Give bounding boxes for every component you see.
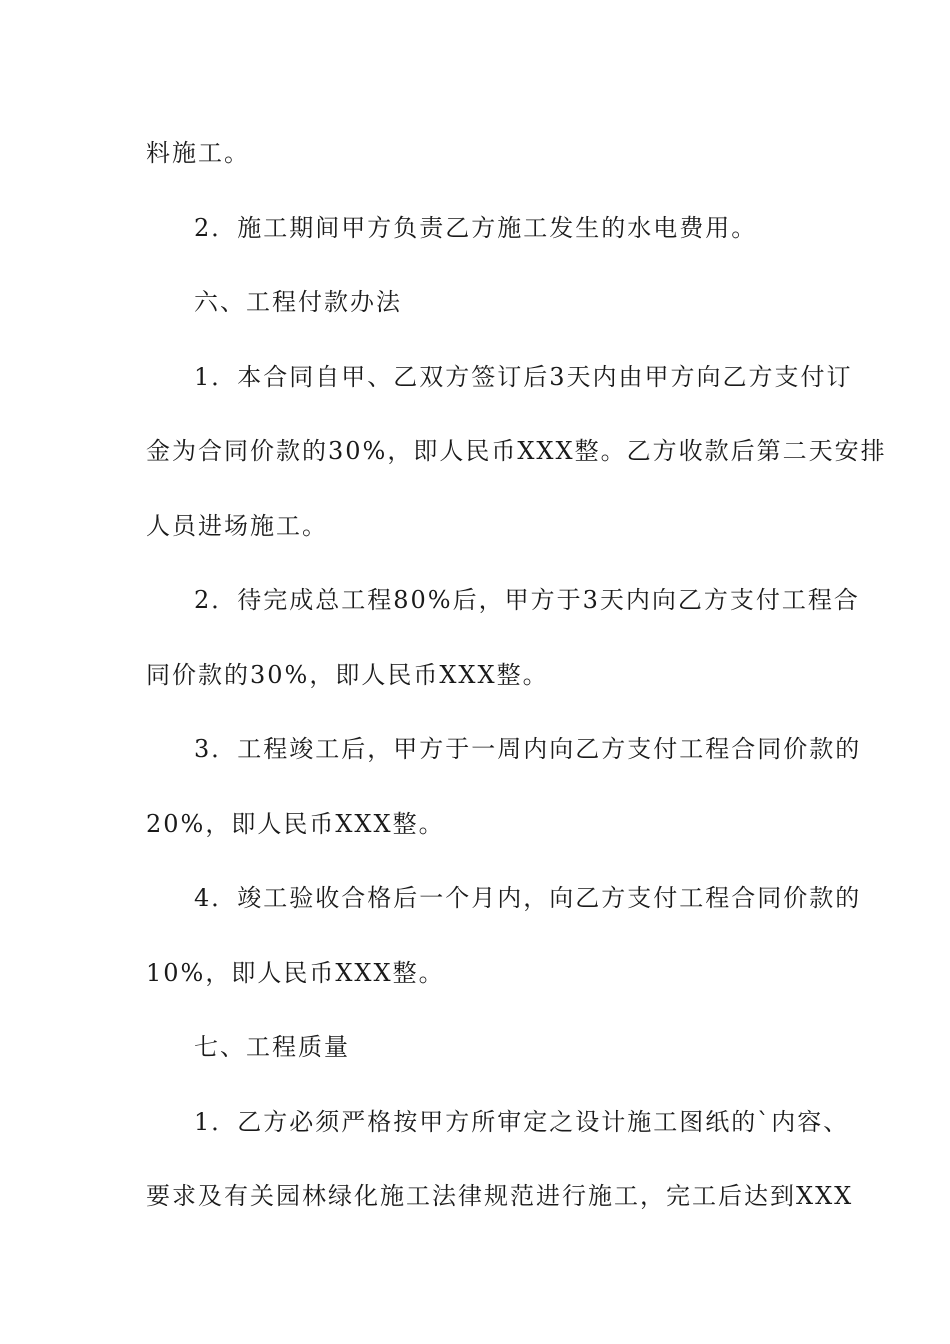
clause-5-2: 2．施工期间甲方负责乙方施工发生的水电费用。 [194, 214, 758, 242]
section-heading-quality: 七、工程质量 [194, 1033, 350, 1061]
clause-6-1: 1．本合同自甲、乙双方签订后3天内由甲方向乙方支付订 [194, 363, 853, 391]
section-heading-payment: 六、工程付款办法 [194, 288, 402, 316]
clause-6-2: 2．待完成总工程80%后，甲方于3天内向乙方支付工程合 [194, 586, 860, 614]
clause-6-4-cont: 10%，即人民币XXX整。 [146, 959, 445, 987]
clause-7-1-cont: 要求及有关园林绿化施工法律规范进行施工，完工后达到XXX [146, 1182, 854, 1210]
clause-6-2-cont: 同价款的30%，即人民币XXX整。 [146, 661, 549, 689]
text-line-continuation: 料施工。 [146, 139, 250, 167]
clause-6-3-cont: 20%，即人民币XXX整。 [146, 810, 445, 838]
clause-6-1-cont2: 人员进场施工。 [146, 512, 328, 540]
clause-6-3: 3．工程竣工后，甲方于一周内向乙方支付工程合同价款的 [194, 735, 862, 763]
clause-6-1-cont: 金为合同价款的30%，即人民币XXX整。乙方收款后第二天安排 [146, 437, 887, 465]
clause-6-4: 4．竣工验收合格后一个月内，向乙方支付工程合同价款的 [194, 884, 862, 912]
clause-7-1: 1．乙方必须严格按甲方所审定之设计施工图纸的`内容、 [194, 1108, 850, 1136]
